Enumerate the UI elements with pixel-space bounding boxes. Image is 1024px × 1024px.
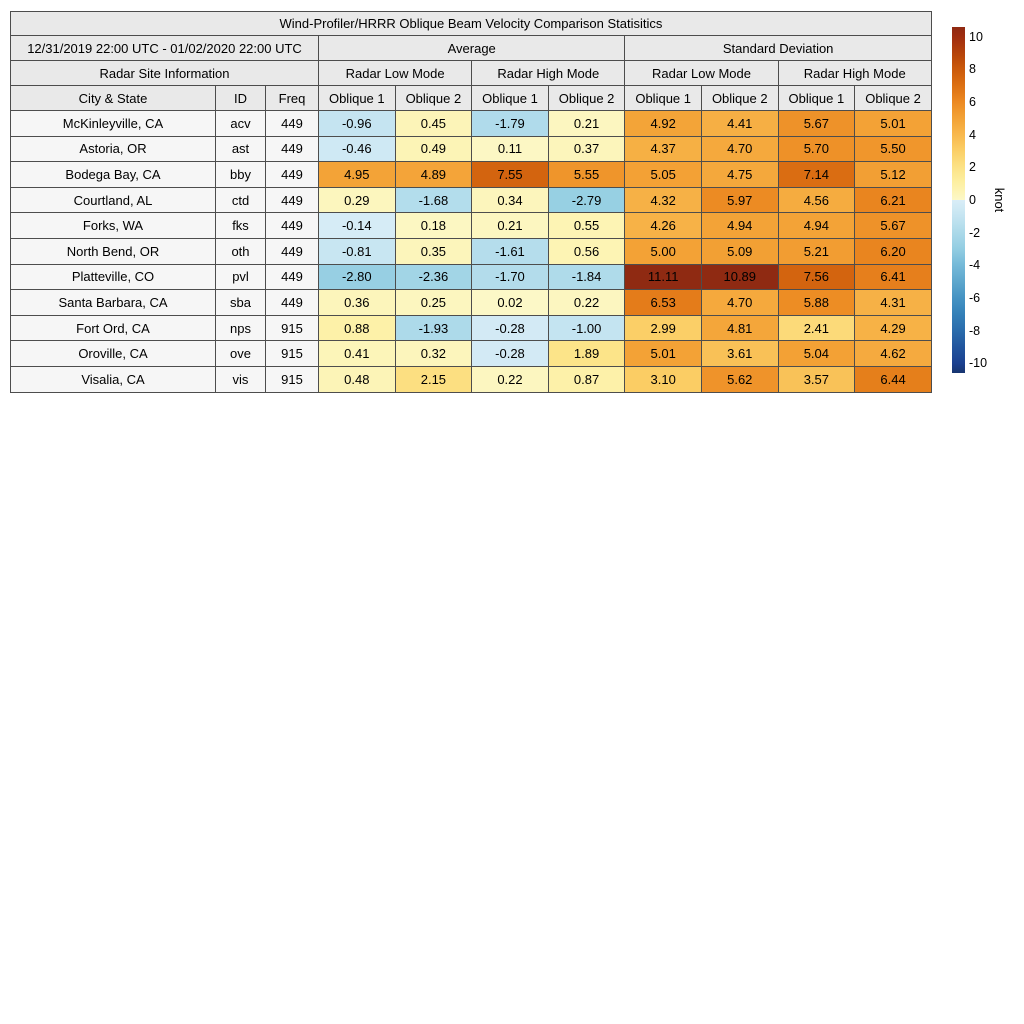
value-cell: 4.94 — [701, 213, 778, 239]
value-cell: -0.28 — [472, 341, 549, 367]
city-cell: Oroville, CA — [11, 341, 216, 367]
freq-cell: 449 — [266, 238, 319, 264]
group-header-row — [11, 36, 932, 61]
value-cell: -1.93 — [395, 315, 472, 341]
freq-cell: 449 — [266, 290, 319, 316]
value-cell: 0.11 — [472, 136, 549, 162]
group-header-average: Average — [319, 36, 625, 61]
value-cell: 0.37 — [548, 136, 625, 162]
value-cell: 5.04 — [778, 341, 855, 367]
colorbar-tick: 6 — [969, 94, 976, 109]
value-cell: 0.32 — [395, 341, 472, 367]
value-cell: 5.00 — [625, 238, 702, 264]
value-cell: -1.79 — [472, 111, 549, 137]
value-cell: 6.44 — [855, 366, 932, 392]
value-cell: 5.55 — [548, 162, 625, 188]
city-cell: McKinleyville, CA — [11, 111, 216, 137]
freq-cell: 449 — [266, 264, 319, 290]
value-cell: 10.89 — [701, 264, 778, 290]
table-row — [11, 187, 932, 213]
value-cell: 0.49 — [395, 136, 472, 162]
value-cell: 5.50 — [855, 136, 932, 162]
value-cell: 0.35 — [395, 238, 472, 264]
colorbar-tick: -2 — [969, 225, 981, 240]
table-row — [11, 213, 932, 239]
id-cell: ove — [216, 341, 266, 367]
col-header-city-state: City & State — [11, 86, 216, 111]
col-header-oblique1: Oblique 1 — [778, 86, 855, 111]
value-cell: 0.41 — [319, 341, 396, 367]
value-cell: -0.14 — [319, 213, 396, 239]
colorbar-tick: -4 — [969, 258, 981, 273]
value-cell: -2.36 — [395, 264, 472, 290]
value-cell: 0.36 — [319, 290, 396, 316]
value-cell: 4.75 — [701, 162, 778, 188]
freq-cell: 915 — [266, 315, 319, 341]
value-cell: 5.67 — [855, 213, 932, 239]
freq-cell: 449 — [266, 136, 319, 162]
value-cell: 0.21 — [472, 213, 549, 239]
value-cell: 7.56 — [778, 264, 855, 290]
value-cell: 6.41 — [855, 264, 932, 290]
freq-cell: 449 — [266, 187, 319, 213]
value-cell: 5.70 — [778, 136, 855, 162]
value-cell: 7.55 — [472, 162, 549, 188]
id-cell: fks — [216, 213, 266, 239]
column-header-row — [11, 86, 932, 111]
value-cell: 1.89 — [548, 341, 625, 367]
id-cell: sba — [216, 290, 266, 316]
value-cell: -0.81 — [319, 238, 396, 264]
std-low-mode-header: Radar Low Mode — [625, 61, 778, 86]
id-cell: oth — [216, 238, 266, 264]
colorbar-tick: -8 — [969, 323, 981, 338]
value-cell: 5.21 — [778, 238, 855, 264]
value-cell: 0.21 — [548, 111, 625, 137]
freq-cell: 449 — [266, 111, 319, 137]
value-cell: 5.01 — [855, 111, 932, 137]
value-cell: 6.53 — [625, 290, 702, 316]
col-header-freq: Freq — [266, 86, 319, 111]
colorbar-tick: 10 — [969, 29, 983, 44]
value-cell: 7.14 — [778, 162, 855, 188]
city-cell: Astoria, OR — [11, 136, 216, 162]
table-row — [11, 238, 932, 264]
freq-cell: 449 — [266, 213, 319, 239]
value-cell: -2.80 — [319, 264, 396, 290]
value-cell: 0.25 — [395, 290, 472, 316]
table-row — [11, 264, 932, 290]
value-cell: 0.88 — [319, 315, 396, 341]
value-cell: 0.45 — [395, 111, 472, 137]
city-cell: Bodega Bay, CA — [11, 162, 216, 188]
value-cell: 5.97 — [701, 187, 778, 213]
id-cell: nps — [216, 315, 266, 341]
table-row — [11, 341, 932, 367]
col-header-oblique2: Oblique 2 — [701, 86, 778, 111]
col-header-oblique2: Oblique 2 — [855, 86, 932, 111]
value-cell: 0.22 — [548, 290, 625, 316]
value-cell: 4.62 — [855, 341, 932, 367]
radar-site-info-header: Radar Site Information — [11, 61, 319, 86]
value-cell: 0.87 — [548, 366, 625, 392]
value-cell: -0.46 — [319, 136, 396, 162]
id-cell: ast — [216, 136, 266, 162]
value-cell: 4.56 — [778, 187, 855, 213]
id-cell: ctd — [216, 187, 266, 213]
value-cell: -1.70 — [472, 264, 549, 290]
colorbar-tick: 4 — [969, 127, 976, 142]
colorbar-tick: -6 — [969, 290, 981, 305]
value-cell: -1.00 — [548, 315, 625, 341]
table-row — [11, 366, 932, 392]
table-row — [11, 136, 932, 162]
value-cell: 0.56 — [548, 238, 625, 264]
value-cell: 3.57 — [778, 366, 855, 392]
city-cell: Santa Barbara, CA — [11, 290, 216, 316]
value-cell: 5.05 — [625, 162, 702, 188]
city-cell: North Bend, OR — [11, 238, 216, 264]
id-cell: pvl — [216, 264, 266, 290]
value-cell: 4.70 — [701, 290, 778, 316]
value-cell: 5.88 — [778, 290, 855, 316]
figure-title: Wind-Profiler/HRRR Oblique Beam Velocity Comparison Statisitics — [11, 12, 932, 36]
colorbar-tick: 8 — [969, 62, 976, 77]
value-cell: 4.29 — [855, 315, 932, 341]
city-cell: Fort Ord, CA — [11, 315, 216, 341]
value-cell: 4.31 — [855, 290, 932, 316]
value-cell: -0.96 — [319, 111, 396, 137]
col-header-oblique1: Oblique 1 — [625, 86, 702, 111]
id-cell: vis — [216, 366, 266, 392]
value-cell: 4.92 — [625, 111, 702, 137]
id-cell: acv — [216, 111, 266, 137]
value-cell: 0.29 — [319, 187, 396, 213]
value-cell: 5.09 — [701, 238, 778, 264]
value-cell: 0.02 — [472, 290, 549, 316]
table-row — [11, 315, 932, 341]
col-header-oblique1: Oblique 1 — [472, 86, 549, 111]
value-cell: 2.15 — [395, 366, 472, 392]
colorbar-tick: -10 — [969, 355, 988, 370]
id-cell: bby — [216, 162, 266, 188]
value-cell: 4.89 — [395, 162, 472, 188]
value-cell: 5.12 — [855, 162, 932, 188]
freq-cell: 915 — [266, 366, 319, 392]
table-body — [11, 111, 932, 393]
value-cell: 6.20 — [855, 238, 932, 264]
col-header-oblique2: Oblique 2 — [395, 86, 472, 111]
value-cell: -1.84 — [548, 264, 625, 290]
value-cell: -1.61 — [472, 238, 549, 264]
value-cell: 3.10 — [625, 366, 702, 392]
value-cell: 4.41 — [701, 111, 778, 137]
value-cell: 5.67 — [778, 111, 855, 137]
avg-high-mode-header: Radar High Mode — [472, 61, 625, 86]
group-header-std-deviation: Standard Deviation — [625, 36, 932, 61]
title-row — [11, 12, 932, 36]
value-cell: 0.18 — [395, 213, 472, 239]
city-cell: Courtland, AL — [11, 187, 216, 213]
date-range: 12/31/2019 22:00 UTC - 01/02/2020 22:00 UTC — [11, 36, 319, 61]
colorbar-unit-label: knot — [992, 187, 1007, 213]
table-row — [11, 290, 932, 316]
colorbar-tick: 2 — [969, 160, 976, 175]
value-cell: 5.01 — [625, 341, 702, 367]
value-cell: 4.32 — [625, 187, 702, 213]
avg-low-mode-header: Radar Low Mode — [319, 61, 472, 86]
value-cell: 4.94 — [778, 213, 855, 239]
value-cell: 3.61 — [701, 341, 778, 367]
value-cell: 2.99 — [625, 315, 702, 341]
mode-header-row — [11, 61, 932, 86]
value-cell: 0.55 — [548, 213, 625, 239]
colorbar — [952, 27, 965, 373]
value-cell: 5.62 — [701, 366, 778, 392]
value-cell: 4.95 — [319, 162, 396, 188]
city-cell: Platteville, CO — [11, 264, 216, 290]
col-header-oblique1: Oblique 1 — [319, 86, 396, 111]
std-high-mode-header: Radar High Mode — [778, 61, 931, 86]
freq-cell: 449 — [266, 162, 319, 188]
col-header-oblique2: Oblique 2 — [548, 86, 625, 111]
value-cell: 4.37 — [625, 136, 702, 162]
value-cell: -0.28 — [472, 315, 549, 341]
value-cell: -2.79 — [548, 187, 625, 213]
colorbar-tick: 0 — [969, 192, 976, 207]
col-header-id: ID — [216, 86, 266, 111]
stats-table — [10, 11, 932, 393]
table-row — [11, 162, 932, 188]
city-cell: Visalia, CA — [11, 366, 216, 392]
freq-cell: 915 — [266, 341, 319, 367]
value-cell: 0.22 — [472, 366, 549, 392]
value-cell: 0.48 — [319, 366, 396, 392]
value-cell: 11.11 — [625, 264, 702, 290]
city-cell: Forks, WA — [11, 213, 216, 239]
value-cell: 4.81 — [701, 315, 778, 341]
table-row — [11, 111, 932, 137]
value-cell: 2.41 — [778, 315, 855, 341]
value-cell: 4.70 — [701, 136, 778, 162]
value-cell: 4.26 — [625, 213, 702, 239]
value-cell: 0.34 — [472, 187, 549, 213]
value-cell: -1.68 — [395, 187, 472, 213]
value-cell: 6.21 — [855, 187, 932, 213]
